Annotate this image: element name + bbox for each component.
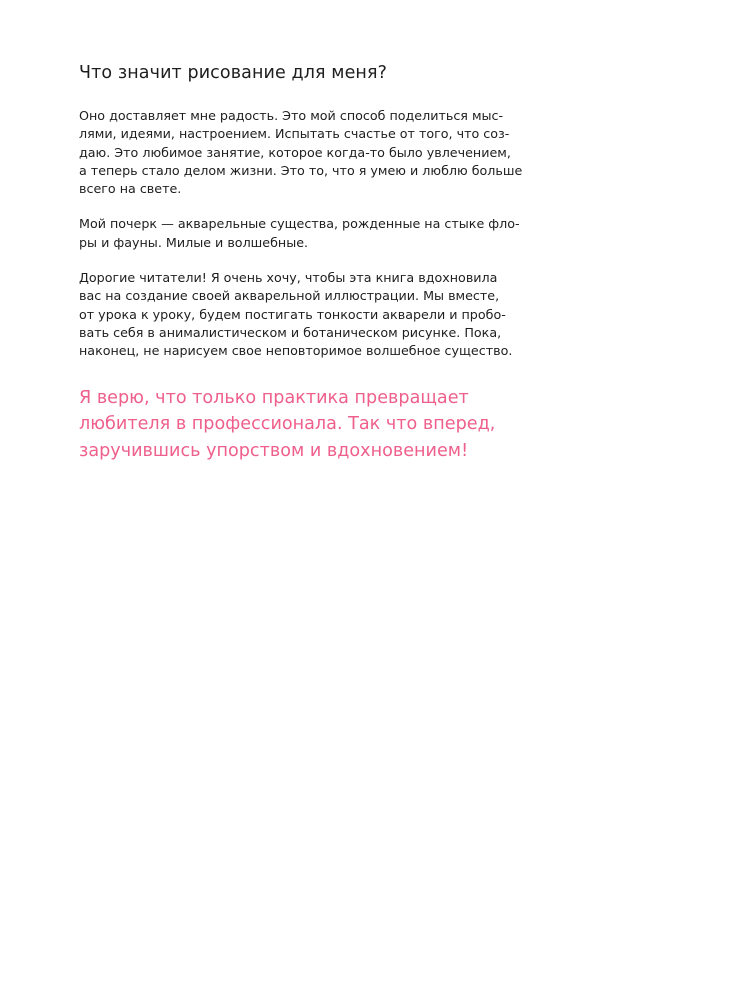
text-line: лями, идеями, настроением. Испытать счастье от того, что соз- — [79, 126, 510, 142]
pull-quote — [79, 385, 496, 465]
text-line: наконец, не нарисуем свое неповторимое волшебное существо. — [79, 343, 513, 359]
text-line: всего на свете. — [79, 181, 182, 197]
text-line: ры и фауны. Милые и волшебные. — [79, 234, 309, 250]
paragraph-readers — [79, 269, 513, 360]
paragraph-style — [79, 215, 520, 252]
text-line: Оно доставляет мне радость. Это мой способ поделиться мыс- — [79, 108, 504, 123]
quote-line: Я верю, что только практика превращает — [79, 387, 469, 408]
text-line: а теперь стало делом жизни. Это то, что я умею и люблю больше — [79, 162, 523, 178]
text-line: даю. Это любимое занятие, которое когда-то было увлечением, — [79, 144, 511, 160]
text-line: вать себя в анималистическом и ботаническом рисунке. Пока, — [79, 324, 502, 340]
text-line: Мой почерк — акварельные существа, рожденные на стыке фло- — [79, 216, 520, 232]
quote-line: заручившись упорством и вдохновением! — [79, 440, 469, 461]
page-content — [79, 60, 523, 464]
page-heading: Что значит рисование для меня? — [79, 63, 387, 83]
quote-line: любителя в профессионала. Так что вперед, — [79, 414, 496, 435]
paragraph-intro — [79, 107, 523, 198]
text-line: вас на создание своей акварельной иллюстрации. Мы вместе, — [79, 288, 500, 304]
text-line: от урока к уроку, будем постигать тонкости акварели и пробо- — [79, 306, 506, 322]
text-line: Дорогие читатели! Я очень хочу, чтобы эта книга вдохновила — [79, 270, 498, 286]
